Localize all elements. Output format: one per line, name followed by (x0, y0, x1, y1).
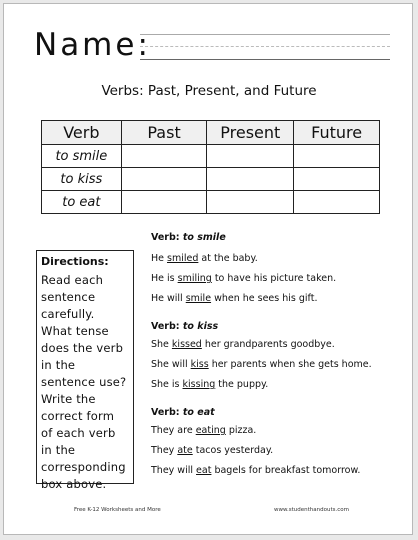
sentence: He will smile when he sees his gift. (151, 293, 318, 304)
section-heading: Verb: to smile (151, 232, 226, 243)
header-future: Future (294, 121, 380, 145)
footer-url-link[interactable]: www.studenthandouts.com (274, 507, 349, 513)
sentence: She kissed her grandparents goodbye. (151, 339, 335, 350)
future-answer-cell[interactable] (294, 168, 380, 191)
verb-cell: to eat (42, 191, 122, 214)
directions-box (36, 250, 134, 491)
worksheet-title: Verbs: Past, Present, and Future (101, 83, 317, 99)
sentence: They ate tacos yesterday. (151, 445, 274, 456)
footer-left-text: Free K-12 Worksheets and More (74, 507, 161, 513)
verb-cell: to smile (42, 145, 122, 168)
table-row (42, 168, 380, 191)
name-writing-line (140, 31, 390, 63)
past-answer-cell[interactable] (121, 145, 207, 168)
sentence: They are eating pizza. (151, 425, 257, 436)
section-heading: Verb: to eat (151, 407, 215, 418)
past-answer-cell[interactable] (121, 191, 207, 214)
sentence: He is smiling to have his picture taken. (151, 273, 337, 284)
table-row (42, 145, 380, 168)
header-past: Past (121, 121, 207, 145)
table-row (42, 191, 380, 214)
sentence-sections (151, 232, 401, 479)
future-answer-cell[interactable] (294, 145, 380, 168)
sentence: He smiled at the baby. (151, 253, 258, 264)
present-answer-cell[interactable] (207, 191, 294, 214)
sentence: She is kissing the puppy. (151, 379, 269, 390)
directions-heading: Directions: (41, 255, 109, 268)
sentence: They will eat bagels for breakfast tomorrow. (151, 465, 361, 476)
directions-text: Read each sentence carefully. What tense does the verb in the sentence use? Write the correct form of each verb in the corresponding box above. (41, 273, 127, 491)
present-answer-cell[interactable] (207, 145, 294, 168)
past-answer-cell[interactable] (121, 168, 207, 191)
header-present: Present (207, 121, 294, 145)
name-label: Name: (34, 27, 151, 63)
future-answer-cell[interactable] (294, 191, 380, 214)
table-header-row (42, 121, 380, 145)
section-heading: Verb: to kiss (151, 321, 219, 332)
worksheet-page (3, 3, 413, 535)
sentence: She will kiss her parents when she gets home. (151, 359, 372, 370)
header-verb: Verb (42, 121, 122, 145)
verb-table (41, 120, 380, 214)
present-answer-cell[interactable] (207, 168, 294, 191)
verb-cell: to kiss (42, 168, 122, 191)
